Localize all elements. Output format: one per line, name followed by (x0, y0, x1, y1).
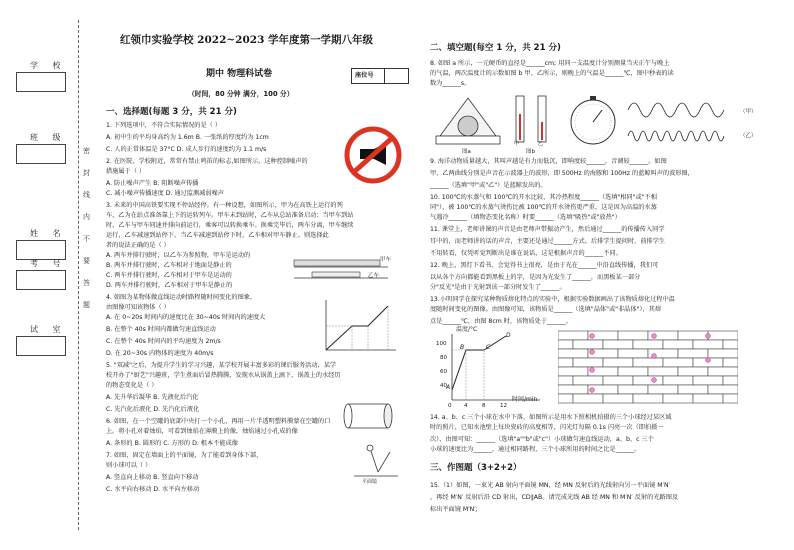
graph-point-d: D (506, 332, 511, 339)
q11-line-0: 11. 课堂上，老师讲课的声音是由老师声带振动产生，然后通过______的传播传入同学 (430, 226, 665, 233)
q4-line-3: B. 在整个 40s 时间内都做匀速直线运动 (106, 326, 216, 333)
tile (633, 394, 663, 403)
train-jia-label: 甲车 (380, 257, 392, 263)
q3-line-8: D. 两车并排行驶时，乙车相对于甲车是静止的 (106, 282, 233, 289)
tile (618, 349, 648, 358)
q6-line-1: 上。将小孔对着烛焰，可看到烛焰在薄膜上的像，烛焰通过小孔成的像 (106, 428, 298, 435)
exam-no-label: 考 号 (30, 259, 67, 268)
class-field[interactable] (16, 144, 66, 164)
q4-line-2: A. 在 0~20s 时间内的速度比在 30~40s 时间内的速度大 (106, 314, 266, 321)
tile (648, 367, 678, 376)
tile (693, 394, 723, 403)
q6-line-0: 6. 如图，在一个空罐的底部中央打一个小孔，再用一片半透明塑料膜蒙在空罐的口 (106, 418, 331, 425)
tile (558, 358, 573, 367)
q4-line-5: D. 在 20~30s 内物体的速度为 40m/s (106, 350, 214, 357)
thermo-jia-label: 甲 (514, 141, 520, 147)
tile (693, 376, 723, 385)
tile (618, 331, 648, 340)
q12-line-2: 分"反光"是由于光射到该一部分时发生了______。 (430, 284, 566, 291)
graph-ylabel: 温度/°C (456, 326, 478, 333)
q10-line-2: 气遇冷______（填物态变化名称）时要______（选填"吸热"或"放热"） (430, 214, 621, 221)
tile (723, 376, 738, 385)
q13-line-2: 点是______℃，由图 8cm 时，该物质处于______。 (430, 318, 572, 325)
ball (590, 388, 595, 393)
seat-input[interactable] (384, 68, 409, 84)
fig-b-label: 图b (526, 149, 535, 155)
q2-line-2: A. 防止噪声产生 B. 阻断噪声传播 (106, 180, 199, 187)
tile (723, 394, 738, 403)
q13-line-1: 度随时间变化的图像。由图像可知，该物质是______（选填"晶体"或"非晶体"），其熔 (430, 306, 662, 313)
q11-line-1: 耳中的，而老师讲的话的声音，主要还是通过______方式。后排学生提问时，前排学生 (430, 238, 666, 245)
q1-line-0: 1. 下列选项中，不符合实际情况的是（ ） (106, 122, 222, 129)
tile (678, 331, 708, 340)
graph-xlabel: 时间/min (512, 396, 538, 403)
tile (723, 358, 738, 367)
tile (693, 340, 723, 349)
q11-line-2: 不用转看，仅凭听觉判断出是谁在说话，这是根据声音的______不同。 (430, 250, 622, 257)
q14-line-0: 14. a、b、c 三个小球在水中下落，如图所示是用水下照相机拍摄的三个小球经过某区域 (430, 414, 672, 421)
section2-heading: 二、填空题(每空 1 分，共 21 分) (430, 43, 561, 53)
q5-line-1: 校开办了"厨艺"兴趣班，学生煮面后冒热腾腾，发现水从锅盖上滴下，锅盖上的水经历 (106, 372, 341, 379)
section1-heading: 一、选择题(每题 3 分，共 21 分) (106, 107, 237, 117)
tile (663, 358, 693, 367)
q2-line-1: 措施属于（ ） (106, 168, 146, 175)
q14-line-3: 小球的速度比为______，通过相同路程，三个小球所用的时间之比是______。 (430, 446, 641, 453)
q7-line-2: A. 竖直向上移动 B. 竖直向下移动 (106, 474, 199, 481)
tile (603, 394, 633, 403)
graph-point-a: A (446, 384, 451, 391)
graph-xtick: 4 (464, 403, 468, 409)
ball (652, 378, 657, 383)
ball (706, 358, 711, 363)
ball (590, 368, 595, 373)
q4-line-0: 4. 如图为某物体做直线运动时路程随时间变化的图象， (106, 294, 257, 301)
tile (663, 376, 693, 385)
ball (706, 334, 711, 339)
q5-line-4: C. 先汽化后液化 D. 先汽化后液化 (106, 406, 200, 413)
tile (648, 385, 678, 394)
graph-xtick: 8 (482, 403, 486, 409)
tile (558, 376, 573, 385)
q8-line-2: 数为______s。 (430, 80, 471, 87)
graph-point-b: B (460, 344, 465, 351)
q5-line-3: A. 先升华后凝华 B. 先液化后汽化 (106, 394, 199, 401)
tile (603, 358, 633, 367)
tile (558, 331, 588, 340)
seat-label: 座位号 (355, 72, 374, 79)
q9-line-2: ______（选填"甲"或"乙"）是蓝鲸发出的。 (430, 182, 547, 189)
q9-line-0: 9. 海洋动物质量越大，其叫声越是有力而低沉，即响度较______，音调较______。如图 (430, 158, 667, 165)
q3-line-5: A. 两车并排行驶时，以乙车为参照物，甲车是运动的 (106, 252, 251, 259)
tile (558, 394, 573, 403)
tile (573, 340, 603, 349)
graph-point-c: C (486, 344, 491, 351)
q15-line-2: 标出平面镜 M′N′; (430, 506, 478, 513)
tile (618, 367, 648, 376)
graph-ytick: 80 (440, 355, 447, 361)
q5-line-2: 的物态变化是（ ） (106, 382, 158, 389)
ball (652, 334, 657, 339)
exam-title: 红领巾实验学校 2022~2023 学年度第一学期八年级 (120, 34, 374, 46)
name-label: 姓 名 (30, 229, 67, 238)
graph-ytick: 100 (436, 341, 447, 347)
tile (708, 331, 738, 340)
tile (663, 340, 693, 349)
distance-time-graph (318, 296, 400, 356)
tile (573, 376, 603, 385)
coin-ruler-figure (432, 92, 504, 150)
tile (708, 385, 738, 394)
tile (633, 358, 663, 367)
tile (558, 367, 588, 376)
thermo-yi-label: 乙 (538, 141, 544, 147)
q10-line-0: 10. 100℃的水蒸气和 100℃的开水比较，其冷热程度______（选填"相同"或"不相 (430, 194, 657, 201)
q2-line-0: 2. 在医院、学校附近，常常有禁止鸣笛的标志,如图所示，这种控制噪声的 (106, 158, 308, 165)
no-honking-sign-icon (344, 126, 402, 184)
q3-line-3: 运行，乙车减速到站停下。当乙车减速到站停下时，乙车相对甲车静止。则选择此 (106, 232, 329, 239)
exam-subtitle: 期中 物理科试卷 (206, 69, 273, 79)
q12-line-0: 12. 晚上，黑灯下看书，会觉得书上很亮，是由于光在______中沿直线传播，我们可 (430, 262, 659, 269)
graph-ytick: 60 (440, 369, 447, 375)
tile (678, 349, 708, 358)
graph-ytick: 40 (440, 383, 447, 389)
q3-line-7: C. 两车并排行驶时，乙车相对于甲车是运动的 (106, 272, 232, 279)
tile (633, 376, 663, 385)
stopwatch-icon (564, 92, 622, 150)
tile (603, 376, 633, 385)
q4-line-4: C. 在整个 40s 时间内的平均速度为 2m/s (106, 338, 221, 345)
q1-line-2: C. 人的正常体温是 37°C D. 成人步行的速度约为 1.1 m/s (106, 146, 267, 153)
tile (633, 340, 663, 349)
q15-line-1: ，再经 M′N′ 反射后沿 CD 射出，CD∥AB。请完成光线 AB 经 MN 和 M′N′ 反射的光路图及 (430, 494, 679, 501)
tile (573, 394, 603, 403)
graph-xtick: 12 (500, 403, 507, 409)
q9-line-1: 甲、乙两曲线分别是声音在示波器上的波形，即 500Hz 的海豚和 100Hz 的蓝鲸叫声的波形图， (430, 170, 694, 177)
q6-line-2: A. 条形的 B. 圆形的 C. 方形的 D. 根本不能成像 (106, 440, 238, 447)
q8-line-1: 的气温，两次温度计的示数如图 b 甲、乙所示，则晚上的气温是______℃，图中秒表的读 (430, 70, 674, 77)
school-label: 学 校 (30, 61, 67, 70)
tile (708, 349, 738, 358)
q13-line-0: 13.小明同学在探究某种物质熔化特点的实验中，根据实验数据画出了该物质熔化过程中温 (430, 296, 675, 303)
ball (652, 354, 657, 359)
tile (678, 385, 708, 394)
wave-jia-label: （甲） (740, 109, 757, 115)
q14-line-2: 次），由图可知：______（选填"a""b"或"c"）小球做匀速直线运动，a、b、c 三个 (430, 436, 654, 443)
q15-line-0: 15.（1）如图，一束光 AB 射向平面镜 MN，经 MN 反射后的光线射向另一平面镜 M′N′ (430, 482, 671, 489)
wave-yi-label: （乙） (740, 133, 757, 139)
waveforms-figure (626, 96, 736, 150)
name-field[interactable] (16, 240, 66, 260)
q12-line-1: 以从各个方向都能看到黑板上的字，是因为光发生了______，而黑板某一部分 (430, 274, 641, 281)
q14-line-1: 时的照片，已知水池壁上每块瓷砖的高度相等，闪光灯每隔 0.1s 闪亮一次（即拍摄一 (430, 424, 664, 431)
q3-line-1: 车，乙为在站点准备靠上下的运转列车。甲车未到站时，乙车从总站准备启动；当甲车到站 (106, 212, 354, 219)
q7-line-0: 7. 如图，固定在墙面上的平面镜，为了能看到身体下部， (106, 452, 263, 459)
class-label: 班 级 (30, 133, 67, 142)
train-yi-label: 乙车 (368, 273, 380, 279)
tile (618, 385, 648, 394)
tile (663, 394, 693, 403)
ball (590, 350, 595, 355)
exam-info: （时间，80 分钟 满分，100 分） (188, 90, 294, 98)
tile-wall-figure (558, 330, 738, 404)
tile (558, 349, 588, 358)
q2-line-3: C. 减小噪声传播速度 D. 通过监测减弱噪声 (106, 190, 224, 197)
q3-line-6: B. 两车并排行驶时，乙车相对于地面是静止的 (106, 262, 232, 269)
fig-a-label: 图a (462, 149, 471, 155)
ball (590, 334, 595, 339)
section3-heading: 三、作图题（3+2+2） (430, 463, 522, 473)
q10-line-1: 同"），被 100℃的水蒸气烫伤比被 100℃的开水烫伤更严重，这是因为高温的水蒸 (430, 204, 657, 211)
q1-line-1: A. 初中生的平均身高约为 1.6m B. 一张纸的厚度约为 1cm (106, 134, 269, 141)
mirror-figure (348, 442, 404, 482)
q7-line-3: C. 水平向右移动 D. 水平向左移动 (106, 486, 200, 493)
q3-line-0: 3. 未来的中国高铁要实现不停站经停。有一种设想，如图所示，甲为在高铁上运行的列 (106, 202, 343, 209)
q8-line-0: 8. 如图 a 所示，一元硬币的直径是______cm; 用同一支温度计分别测量当天正午与晚上 (430, 60, 670, 67)
q3-line-4: 者的说法正确的是（ ） (106, 242, 170, 249)
tile (603, 340, 633, 349)
exam-no-field[interactable] (16, 270, 66, 290)
q7-line-1: 则小球可以（ ） (106, 462, 152, 469)
q3-line-2: 时，乙车与甲车同速并排向前运行，乘客可以转换乘车。换乘完毕后，两车分离，甲车继续 (106, 222, 354, 229)
mirror-label: 平面镜 (362, 479, 378, 485)
tile (558, 340, 573, 349)
seal-text: 密封线内不要答题 (83, 147, 90, 309)
tile (573, 358, 603, 367)
seal-line (78, 20, 79, 530)
q4-line-1: 由图像可知该物体（ ） (106, 304, 170, 311)
tile (558, 385, 588, 394)
pinhole-can-figure (342, 396, 402, 436)
room-label: 试 室 (30, 325, 67, 334)
tile (678, 367, 708, 376)
room-field[interactable] (16, 336, 66, 356)
graph-xtick: 0 (448, 403, 452, 409)
tile (708, 367, 738, 376)
tile (723, 340, 738, 349)
q5-line-0: 5. "双减"之后，为提升学生的学习兴趣，某学校开展丰富多彩的课后服务活动，某学 (106, 362, 337, 369)
school-field[interactable] (16, 72, 66, 92)
